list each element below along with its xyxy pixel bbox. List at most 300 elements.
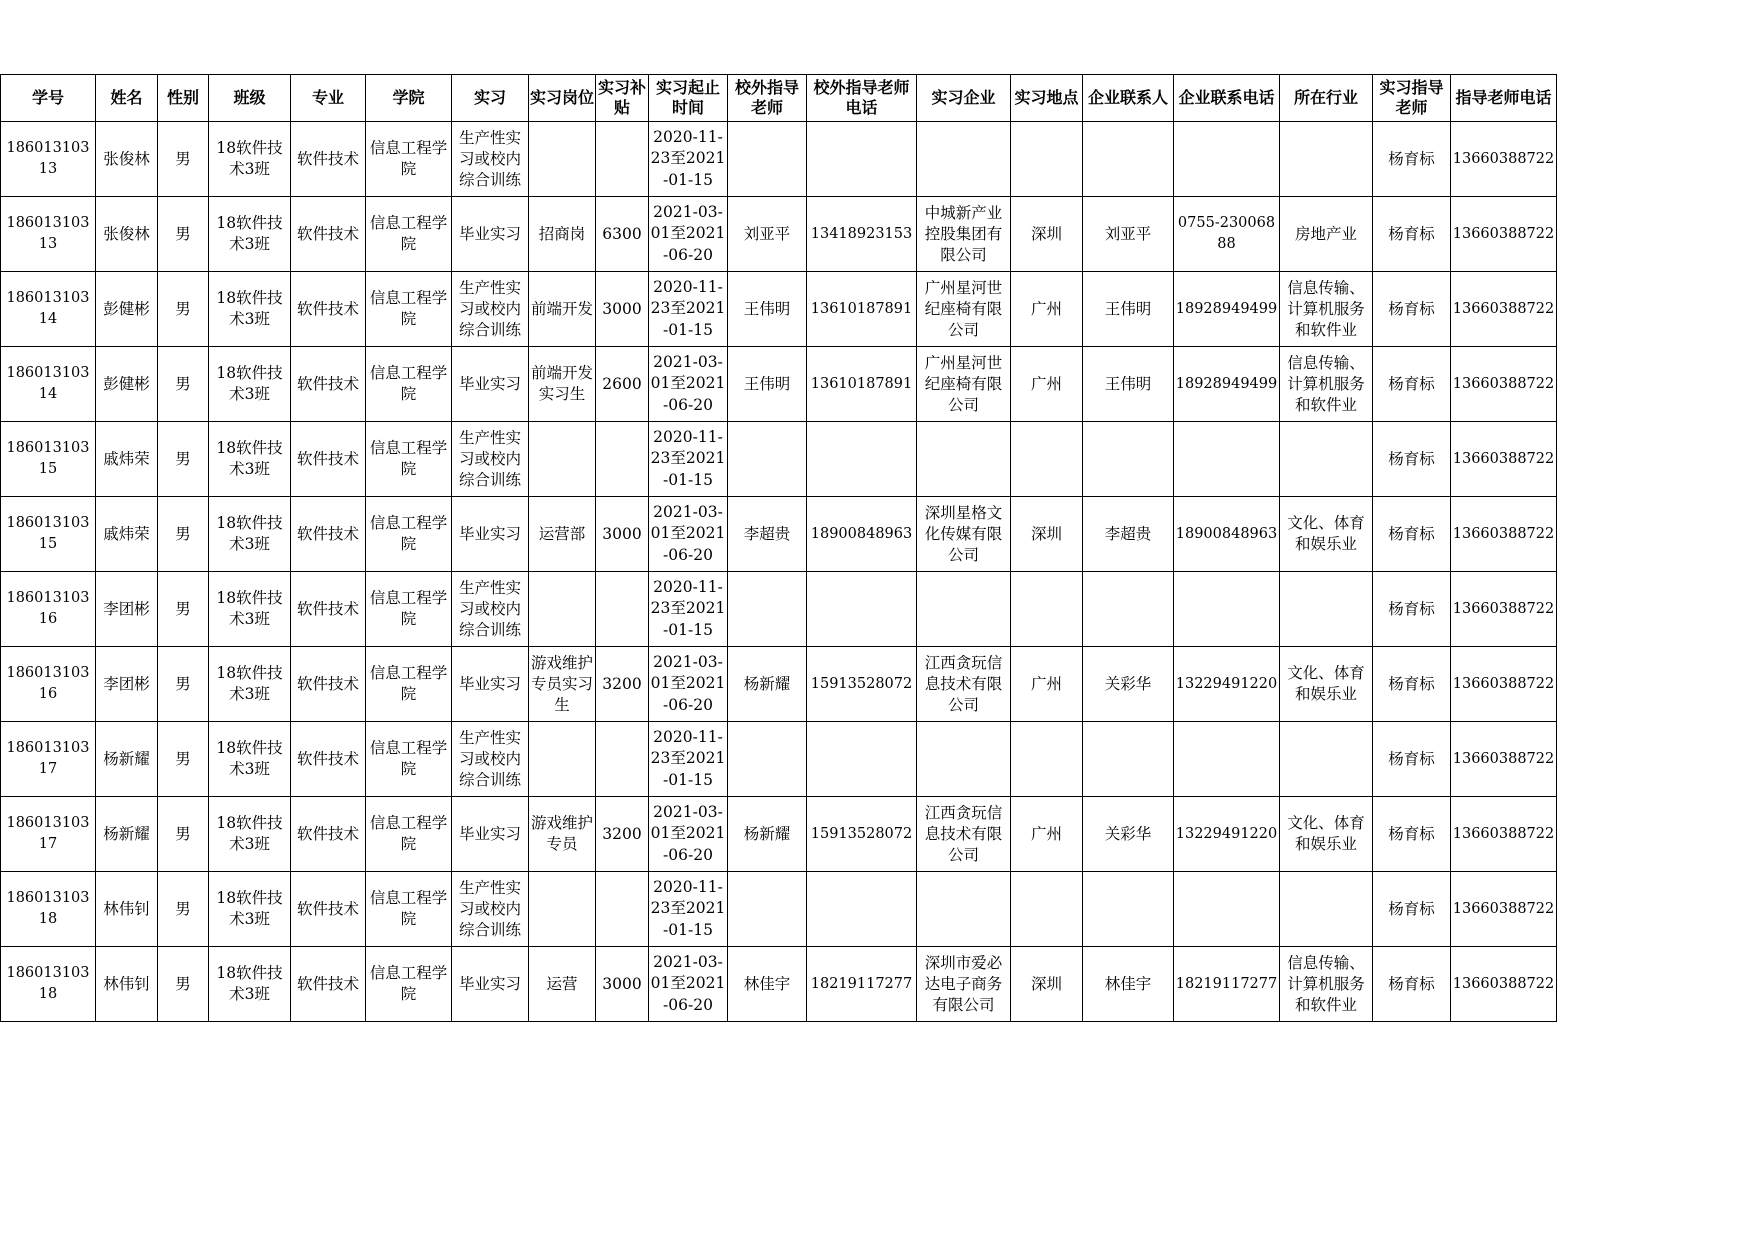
cell-college [366, 497, 452, 572]
cell-text-period: 2021-03-01至2021-06-20 [650, 652, 726, 714]
cell-text-supervisor-phone: 13660388722 [1452, 525, 1555, 542]
cell-text-name: 彭健彬 [103, 374, 150, 393]
cell-text-supervisor: 杨育标 [1388, 599, 1435, 618]
cell-class [209, 122, 291, 197]
cell-company-phone [1174, 647, 1280, 722]
cell-text-subsidy: 3200 [602, 824, 642, 843]
cell-text-company-contact: 林佳宇 [1104, 974, 1152, 993]
cell-company-contact [1083, 947, 1174, 1022]
cell-text-subsidy: 3000 [602, 524, 642, 543]
cell-subsidy [596, 947, 649, 1022]
cell-text-supervisor-phone: 13660388722 [1452, 450, 1555, 467]
table-row [1, 422, 1557, 497]
cell-position [529, 722, 596, 797]
cell-supervisor-phone [1451, 497, 1557, 572]
cell-text-gender: 男 [175, 524, 191, 543]
cell-company [917, 797, 1011, 872]
cell-text-supervisor: 杨育标 [1388, 299, 1435, 318]
cell-text-period: 2021-03-01至2021-06-20 [650, 352, 726, 414]
cell-text-external-mentor: 王伟明 [743, 299, 791, 318]
cell-student-id [1, 572, 96, 647]
cell-subsidy [596, 722, 649, 797]
cell-text-college: 信息工程学院 [369, 514, 448, 553]
cell-industry [1280, 272, 1373, 347]
cell-supervisor-phone [1451, 347, 1557, 422]
cell-subsidy [596, 872, 649, 947]
cell-major [291, 947, 366, 1022]
cell-external-mentor [728, 722, 807, 797]
cell-gender [158, 572, 209, 647]
cell-location [1011, 347, 1083, 422]
cell-text-external-mentor-phone: 15913528072 [810, 825, 913, 842]
header-cell-class: 班级 [209, 75, 291, 122]
cell-internship-type [452, 947, 529, 1022]
cell-company-contact [1083, 197, 1174, 272]
cell-text-company-contact: 关彩华 [1104, 674, 1152, 693]
cell-text-gender: 男 [175, 899, 191, 918]
cell-period [649, 872, 728, 947]
cell-location [1011, 797, 1083, 872]
cell-text-student-id: 18601310317 [6, 815, 90, 852]
cell-text-college: 信息工程学院 [369, 739, 448, 778]
cell-text-college: 信息工程学院 [369, 814, 448, 853]
cell-text-major: 软件技术 [296, 449, 359, 468]
cell-text-company: 江西贪玩信息技术有限公司 [924, 803, 1003, 864]
cell-internship-type [452, 272, 529, 347]
cell-text-period: 2020-11-23至2021-01-15 [650, 727, 726, 789]
table-row [1, 797, 1557, 872]
cell-company-contact [1083, 872, 1174, 947]
cell-student-id [1, 347, 96, 422]
cell-external-mentor-phone [807, 497, 917, 572]
cell-college [366, 422, 452, 497]
cell-text-subsidy: 3200 [602, 674, 642, 693]
cell-text-gender: 男 [175, 149, 191, 168]
cell-name [96, 497, 158, 572]
cell-text-company-contact: 关彩华 [1104, 824, 1152, 843]
header-cell-major: 专业 [291, 75, 366, 122]
cell-text-supervisor-phone: 13660388722 [1452, 900, 1555, 917]
cell-student-id [1, 647, 96, 722]
cell-position [529, 647, 596, 722]
cell-gender [158, 872, 209, 947]
cell-supervisor-phone [1451, 272, 1557, 347]
cell-text-company: 广州星河世纪座椅有限公司 [924, 278, 1003, 339]
cell-text-external-mentor: 李超贵 [743, 524, 791, 543]
cell-text-period: 2020-11-23至2021-01-15 [650, 577, 726, 639]
cell-location [1011, 872, 1083, 947]
cell-major [291, 647, 366, 722]
cell-company-phone [1174, 722, 1280, 797]
cell-college [366, 122, 452, 197]
cell-text-major: 软件技术 [296, 524, 359, 543]
cell-period [649, 272, 728, 347]
cell-text-company-phone: 13229491220 [1175, 675, 1278, 692]
cell-text-supervisor-phone: 13660388722 [1452, 300, 1555, 317]
cell-text-position: 运营部 [538, 524, 586, 543]
cell-text-major: 软件技术 [296, 374, 359, 393]
cell-text-name: 林伟钊 [103, 899, 150, 918]
cell-location [1011, 947, 1083, 1022]
cell-location [1011, 572, 1083, 647]
cell-major [291, 572, 366, 647]
cell-text-position: 游戏维护专员实习生 [530, 653, 593, 714]
cell-text-student-id: 18601310318 [6, 965, 90, 1002]
cell-industry [1280, 647, 1373, 722]
cell-location [1011, 197, 1083, 272]
cell-text-major: 软件技术 [296, 899, 359, 918]
cell-text-supervisor: 杨育标 [1388, 899, 1435, 918]
cell-company [917, 872, 1011, 947]
cell-college [366, 347, 452, 422]
cell-class [209, 422, 291, 497]
cell-external-mentor-phone [807, 197, 917, 272]
cell-text-period: 2021-03-01至2021-06-20 [650, 802, 726, 864]
cell-college [366, 797, 452, 872]
cell-external-mentor [728, 797, 807, 872]
cell-gender [158, 797, 209, 872]
cell-name [96, 722, 158, 797]
cell-student-id [1, 122, 96, 197]
cell-college [366, 197, 452, 272]
cell-text-class: 18软件技术3班 [216, 814, 283, 853]
cell-class [209, 497, 291, 572]
header-cell-period: 实习起止时间 [649, 75, 728, 122]
cell-text-college: 信息工程学院 [369, 364, 448, 403]
cell-text-location: 深圳 [1030, 224, 1062, 243]
cell-text-student-id: 18601310314 [6, 365, 90, 402]
cell-text-company: 深圳星格文化传媒有限公司 [924, 503, 1003, 564]
cell-internship-type [452, 497, 529, 572]
cell-text-industry: 房地产业 [1294, 224, 1357, 243]
cell-name [96, 947, 158, 1022]
cell-text-college: 信息工程学院 [369, 439, 448, 478]
cell-subsidy [596, 422, 649, 497]
cell-college [366, 272, 452, 347]
cell-company-phone [1174, 197, 1280, 272]
cell-text-period: 2021-03-01至2021-06-20 [650, 202, 726, 264]
cell-company [917, 197, 1011, 272]
cell-class [209, 272, 291, 347]
cell-supervisor-phone [1451, 872, 1557, 947]
cell-text-gender: 男 [175, 974, 191, 993]
cell-text-period: 2020-11-23至2021-01-15 [650, 427, 726, 489]
cell-student-id [1, 947, 96, 1022]
cell-subsidy [596, 497, 649, 572]
cell-location [1011, 722, 1083, 797]
cell-supervisor [1373, 497, 1451, 572]
cell-text-supervisor-phone: 13660388722 [1452, 225, 1555, 242]
cell-subsidy [596, 797, 649, 872]
cell-supervisor [1373, 347, 1451, 422]
cell-external-mentor [728, 422, 807, 497]
table-row [1, 947, 1557, 1022]
cell-text-external-mentor: 王伟明 [743, 374, 791, 393]
cell-position [529, 122, 596, 197]
cell-text-external-mentor-phone: 13610187891 [810, 300, 913, 317]
cell-text-gender: 男 [175, 449, 191, 468]
cell-position [529, 947, 596, 1022]
cell-name [96, 272, 158, 347]
cell-class [209, 797, 291, 872]
cell-external-mentor-phone [807, 647, 917, 722]
cell-text-class: 18软件技术3班 [216, 214, 283, 253]
cell-period [649, 797, 728, 872]
cell-text-name: 杨新耀 [103, 824, 150, 843]
cell-text-student-id: 18601310313 [6, 215, 90, 252]
cell-text-internship-type: 生产性实习或校内综合训练 [458, 878, 521, 939]
cell-external-mentor-phone [807, 347, 917, 422]
header-cell-position: 实习岗位 [529, 75, 596, 122]
cell-supervisor [1373, 572, 1451, 647]
cell-company [917, 122, 1011, 197]
header-cell-location: 实习地点 [1011, 75, 1083, 122]
cell-gender [158, 422, 209, 497]
cell-external-mentor [728, 572, 807, 647]
cell-name [96, 347, 158, 422]
cell-company-contact [1083, 272, 1174, 347]
cell-text-period: 2020-11-23至2021-01-15 [650, 277, 726, 339]
cell-gender [158, 272, 209, 347]
header-cell-external-mentor-phone: 校外指导老师电话 [807, 75, 917, 122]
cell-text-supervisor: 杨育标 [1388, 749, 1435, 768]
cell-student-id [1, 422, 96, 497]
header-cell-student-id: 学号 [1, 75, 96, 122]
cell-period [649, 347, 728, 422]
cell-text-internship-type: 毕业实习 [458, 374, 521, 393]
table-row [1, 572, 1557, 647]
cell-text-gender: 男 [175, 749, 191, 768]
cell-text-external-mentor: 杨新耀 [743, 674, 791, 693]
cell-text-internship-type: 生产性实习或校内综合训练 [458, 128, 521, 189]
cell-text-class: 18软件技术3班 [216, 439, 283, 478]
cell-text-student-id: 18601310315 [6, 515, 90, 552]
cell-text-student-id: 18601310317 [6, 740, 90, 777]
cell-internship-type [452, 422, 529, 497]
cell-internship-type [452, 572, 529, 647]
cell-text-major: 软件技术 [296, 149, 359, 168]
cell-text-gender: 男 [175, 599, 191, 618]
table-row [1, 722, 1557, 797]
cell-supervisor-phone [1451, 947, 1557, 1022]
cell-text-supervisor: 杨育标 [1388, 674, 1435, 693]
cell-company-phone [1174, 497, 1280, 572]
cell-text-period: 2020-11-23至2021-01-15 [650, 127, 726, 189]
table-header [1, 75, 1557, 122]
cell-supervisor-phone [1451, 122, 1557, 197]
cell-external-mentor-phone [807, 122, 917, 197]
cell-text-supervisor: 杨育标 [1388, 824, 1435, 843]
cell-company [917, 422, 1011, 497]
cell-subsidy [596, 572, 649, 647]
cell-external-mentor [728, 947, 807, 1022]
cell-company-contact [1083, 722, 1174, 797]
cell-industry [1280, 122, 1373, 197]
cell-supervisor-phone [1451, 422, 1557, 497]
cell-text-position: 前端开发 [530, 299, 593, 318]
cell-text-subsidy: 3000 [602, 299, 642, 318]
cell-text-major: 软件技术 [296, 749, 359, 768]
cell-supervisor [1373, 272, 1451, 347]
cell-industry [1280, 947, 1373, 1022]
cell-text-company-phone: 18928949499 [1175, 375, 1278, 392]
cell-text-internship-type: 毕业实习 [458, 974, 521, 993]
cell-text-name: 戚炜荣 [103, 524, 150, 543]
cell-position [529, 347, 596, 422]
cell-text-company: 中城新产业控股集团有限公司 [924, 203, 1003, 264]
cell-text-class: 18软件技术3班 [216, 289, 283, 328]
cell-external-mentor-phone [807, 797, 917, 872]
cell-text-student-id: 18601310316 [6, 590, 90, 627]
cell-text-subsidy: 3000 [602, 974, 642, 993]
cell-student-id [1, 272, 96, 347]
table-row [1, 122, 1557, 197]
cell-company-phone [1174, 347, 1280, 422]
cell-text-internship-type: 毕业实习 [458, 674, 521, 693]
cell-major [291, 797, 366, 872]
cell-period [649, 422, 728, 497]
cell-text-class: 18软件技术3班 [216, 964, 283, 1003]
cell-student-id [1, 497, 96, 572]
cell-text-internship-type: 生产性实习或校内综合训练 [458, 578, 521, 639]
cell-external-mentor-phone [807, 872, 917, 947]
cell-supervisor [1373, 422, 1451, 497]
cell-position [529, 422, 596, 497]
cell-text-company-phone: 18219117277 [1175, 975, 1278, 992]
cell-gender [158, 347, 209, 422]
cell-supervisor-phone [1451, 722, 1557, 797]
cell-class [209, 347, 291, 422]
cell-text-supervisor: 杨育标 [1388, 974, 1435, 993]
table-row [1, 872, 1557, 947]
cell-text-name: 张俊林 [103, 149, 150, 168]
cell-location [1011, 497, 1083, 572]
cell-college [366, 947, 452, 1022]
cell-text-company-phone: 0755-23006888 [1177, 215, 1276, 252]
cell-text-company-contact: 李超贵 [1104, 524, 1152, 543]
cell-internship-type [452, 797, 529, 872]
cell-position [529, 572, 596, 647]
cell-text-student-id: 18601310314 [6, 290, 90, 327]
cell-text-location: 广州 [1030, 824, 1062, 843]
cell-company [917, 722, 1011, 797]
cell-text-company-phone: 18900848963 [1175, 525, 1278, 542]
cell-text-internship-type: 毕业实习 [458, 824, 521, 843]
cell-text-supervisor-phone: 13660388722 [1452, 675, 1555, 692]
cell-text-class: 18软件技术3班 [216, 514, 283, 553]
cell-company [917, 947, 1011, 1022]
cell-text-internship-type: 生产性实习或校内综合训练 [458, 428, 521, 489]
cell-student-id [1, 197, 96, 272]
cell-gender [158, 122, 209, 197]
cell-student-id [1, 872, 96, 947]
cell-location [1011, 647, 1083, 722]
cell-text-supervisor: 杨育标 [1388, 524, 1435, 543]
cell-supervisor-phone [1451, 197, 1557, 272]
cell-internship-type [452, 872, 529, 947]
cell-text-class: 18软件技术3班 [216, 589, 283, 628]
cell-text-subsidy: 2600 [602, 374, 642, 393]
cell-college [366, 872, 452, 947]
cell-gender [158, 947, 209, 1022]
cell-class [209, 947, 291, 1022]
cell-gender [158, 497, 209, 572]
cell-company [917, 497, 1011, 572]
cell-text-major: 软件技术 [296, 824, 359, 843]
cell-text-internship-type: 毕业实习 [458, 524, 521, 543]
cell-industry [1280, 197, 1373, 272]
cell-text-major: 软件技术 [296, 599, 359, 618]
cell-college [366, 572, 452, 647]
cell-text-name: 杨新耀 [103, 749, 150, 768]
cell-major [291, 347, 366, 422]
cell-text-supervisor-phone: 13660388722 [1452, 150, 1555, 167]
cell-industry [1280, 422, 1373, 497]
cell-text-external-mentor-phone: 18900848963 [810, 525, 913, 542]
cell-company [917, 647, 1011, 722]
cell-text-position: 前端开发实习生 [530, 364, 593, 403]
cell-industry [1280, 872, 1373, 947]
cell-external-mentor [728, 197, 807, 272]
cell-internship-type [452, 722, 529, 797]
cell-text-industry: 文化、体育和娱乐业 [1287, 664, 1365, 703]
header-cell-name: 姓名 [96, 75, 158, 122]
cell-gender [158, 197, 209, 272]
cell-text-external-mentor: 杨新耀 [743, 824, 791, 843]
cell-text-external-mentor: 刘亚平 [743, 224, 791, 243]
cell-location [1011, 422, 1083, 497]
cell-name [96, 872, 158, 947]
cell-class [209, 872, 291, 947]
cell-text-gender: 男 [175, 374, 191, 393]
cell-position [529, 497, 596, 572]
cell-text-position: 运营 [546, 974, 578, 993]
cell-external-mentor [728, 122, 807, 197]
cell-period [649, 947, 728, 1022]
cell-text-location: 广州 [1030, 374, 1062, 393]
cell-text-name: 张俊林 [103, 224, 150, 243]
cell-text-industry: 信息传输、计算机服务和软件业 [1287, 353, 1365, 414]
cell-text-major: 软件技术 [296, 974, 359, 993]
cell-text-name: 彭健彬 [103, 299, 150, 318]
cell-industry [1280, 497, 1373, 572]
cell-company-phone [1174, 572, 1280, 647]
cell-text-student-id: 18601310316 [6, 665, 90, 702]
cell-text-name: 李团彬 [103, 674, 150, 693]
cell-external-mentor-phone [807, 722, 917, 797]
cell-text-industry: 文化、体育和娱乐业 [1287, 814, 1365, 853]
cell-company-phone [1174, 122, 1280, 197]
cell-company-contact [1083, 572, 1174, 647]
cell-company-contact [1083, 647, 1174, 722]
cell-text-position: 招商岗 [538, 224, 586, 243]
table-row [1, 272, 1557, 347]
cell-period [649, 572, 728, 647]
cell-supervisor [1373, 122, 1451, 197]
cell-external-mentor-phone [807, 422, 917, 497]
cell-industry [1280, 797, 1373, 872]
cell-class [209, 572, 291, 647]
cell-text-gender: 男 [175, 674, 191, 693]
header-cell-industry: 所在行业 [1280, 75, 1373, 122]
table-row [1, 497, 1557, 572]
cell-supervisor-phone [1451, 572, 1557, 647]
cell-text-student-id: 18601310313 [6, 140, 90, 177]
cell-text-company-contact: 刘亚平 [1104, 224, 1152, 243]
cell-major [291, 122, 366, 197]
cell-period [649, 122, 728, 197]
cell-text-college: 信息工程学院 [369, 139, 448, 178]
